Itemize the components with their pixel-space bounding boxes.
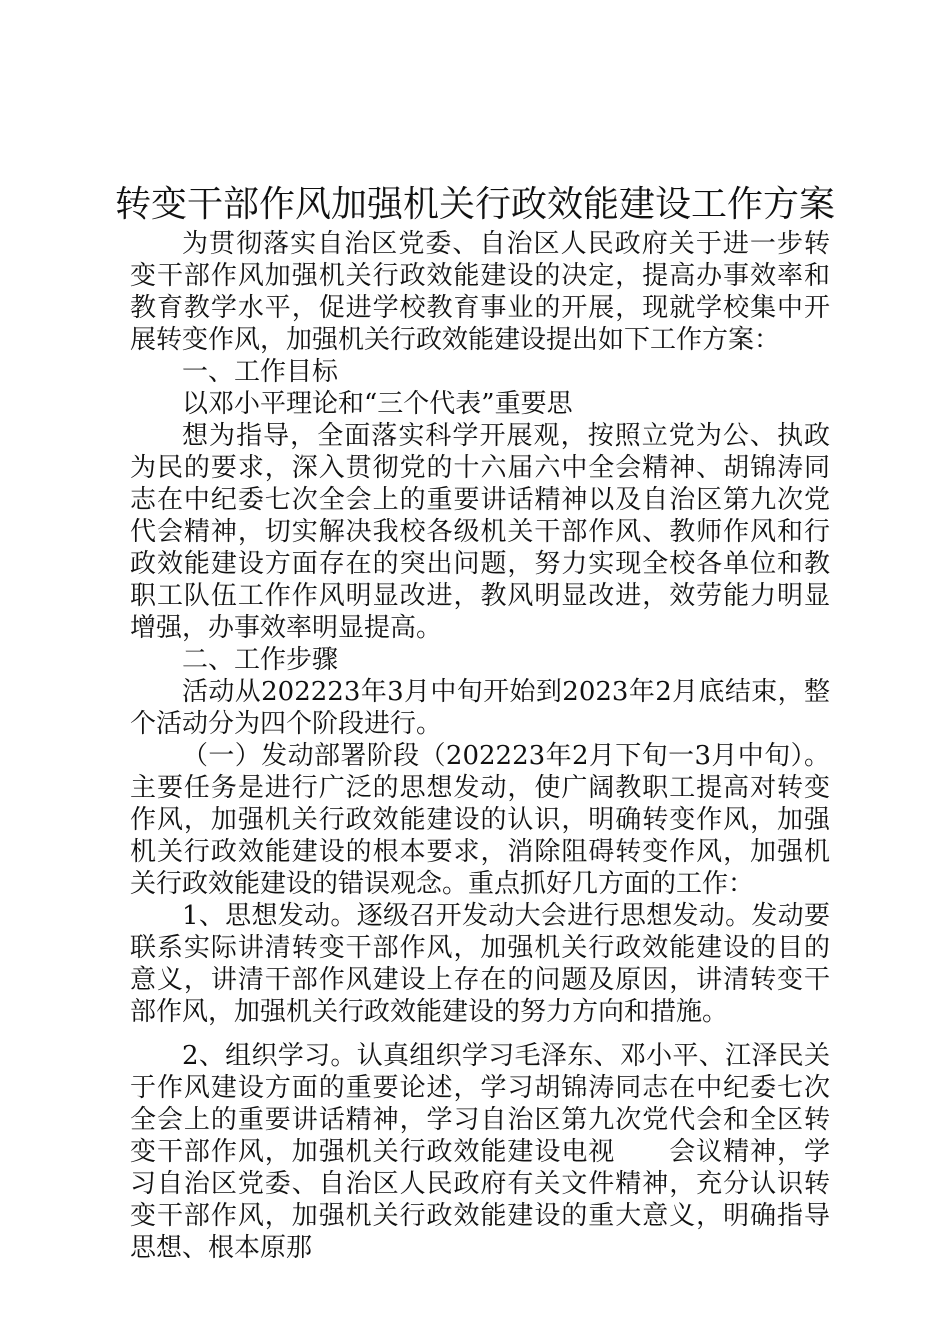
section-heading-steps: 二、工作步骤 — [182, 645, 339, 675]
item-study-paragraph: 2、组织学习。认真组织学习毛泽东、邓小平、江泽民关于作风建设方面的重要论述，学习胡锦涛同志在中纪委七次全会上的重要讲话精神，学习自治区第九次党代会和全区转变干部作风，加强机关行政效能建设电视 会议精神，学习自治区党委、自治区人民政府有关文件精神，充分认识转变干部作风，加强机关行政效能建设的重大意义，明确指导思想、根本原那 — [130, 1041, 830, 1263]
goals-paragraph-start: 以邓小平理论和“三个代表”重要思 — [182, 389, 573, 419]
document-body — [130, 228, 830, 1264]
stage-one-paragraph: （一）发动部署阶段（202223年2月下旬一3月中旬）。主要任务是进行广泛的思想发动，使广阔教职工提高对转变作风，加强机关行政效能建设的认识，明确转变作风，加强机关行政效能建设的根本要求，消除阻碍转变作风，加强机关行政效能建设的错误观念。重点抓好几方面的工作： — [130, 741, 830, 899]
intro-paragraph: 为贯彻落实自治区党委、自治区人民政府关于进一步转变干部作风加强机关行政效能建设的决定，提高办事效率和教育教学水平，促进学校教育事业的开展，现就学校集中开展转变作风，加强机关行政效能建设提出如下工作方案： — [130, 229, 830, 355]
document-title: 转变干部作风加强机关行政效能建设工作方案 — [114, 184, 835, 225]
item-mobilization-paragraph: 1、思想发动。逐级召开发动大会进行思想发动。发动要联系实际讲清转变干部作风，加强机关行政效能建设的目的意义，讲清干部作风建设上存在的问题及原因，讲清转变干部作风，加强机关行政效能建设的努力方向和措施。 — [130, 901, 830, 1027]
goals-paragraph: 想为指导，全面落实科学开展观，按照立党为公、执政为民的要求，深入贯彻党的十六届六中全会精神、胡锦涛同志在中纪委七次全会上的重要讲话精神以及自治区第九次党代会精神，切实解决我校各级机关干部作风、教师作风和行政效能建设方面存在的突出问题，努力实现全校各单位和教职工队伍工作作风明显改进，教风明显改进，效劳能力明显增强，办事效率明显提高。 — [130, 421, 830, 643]
steps-paragraph: 活动从202223年3月中旬开始到2023年2月底结束，整个活动分为四个阶段进行。 — [130, 677, 830, 739]
section-heading-goals: 一、工作目标 — [182, 357, 339, 387]
